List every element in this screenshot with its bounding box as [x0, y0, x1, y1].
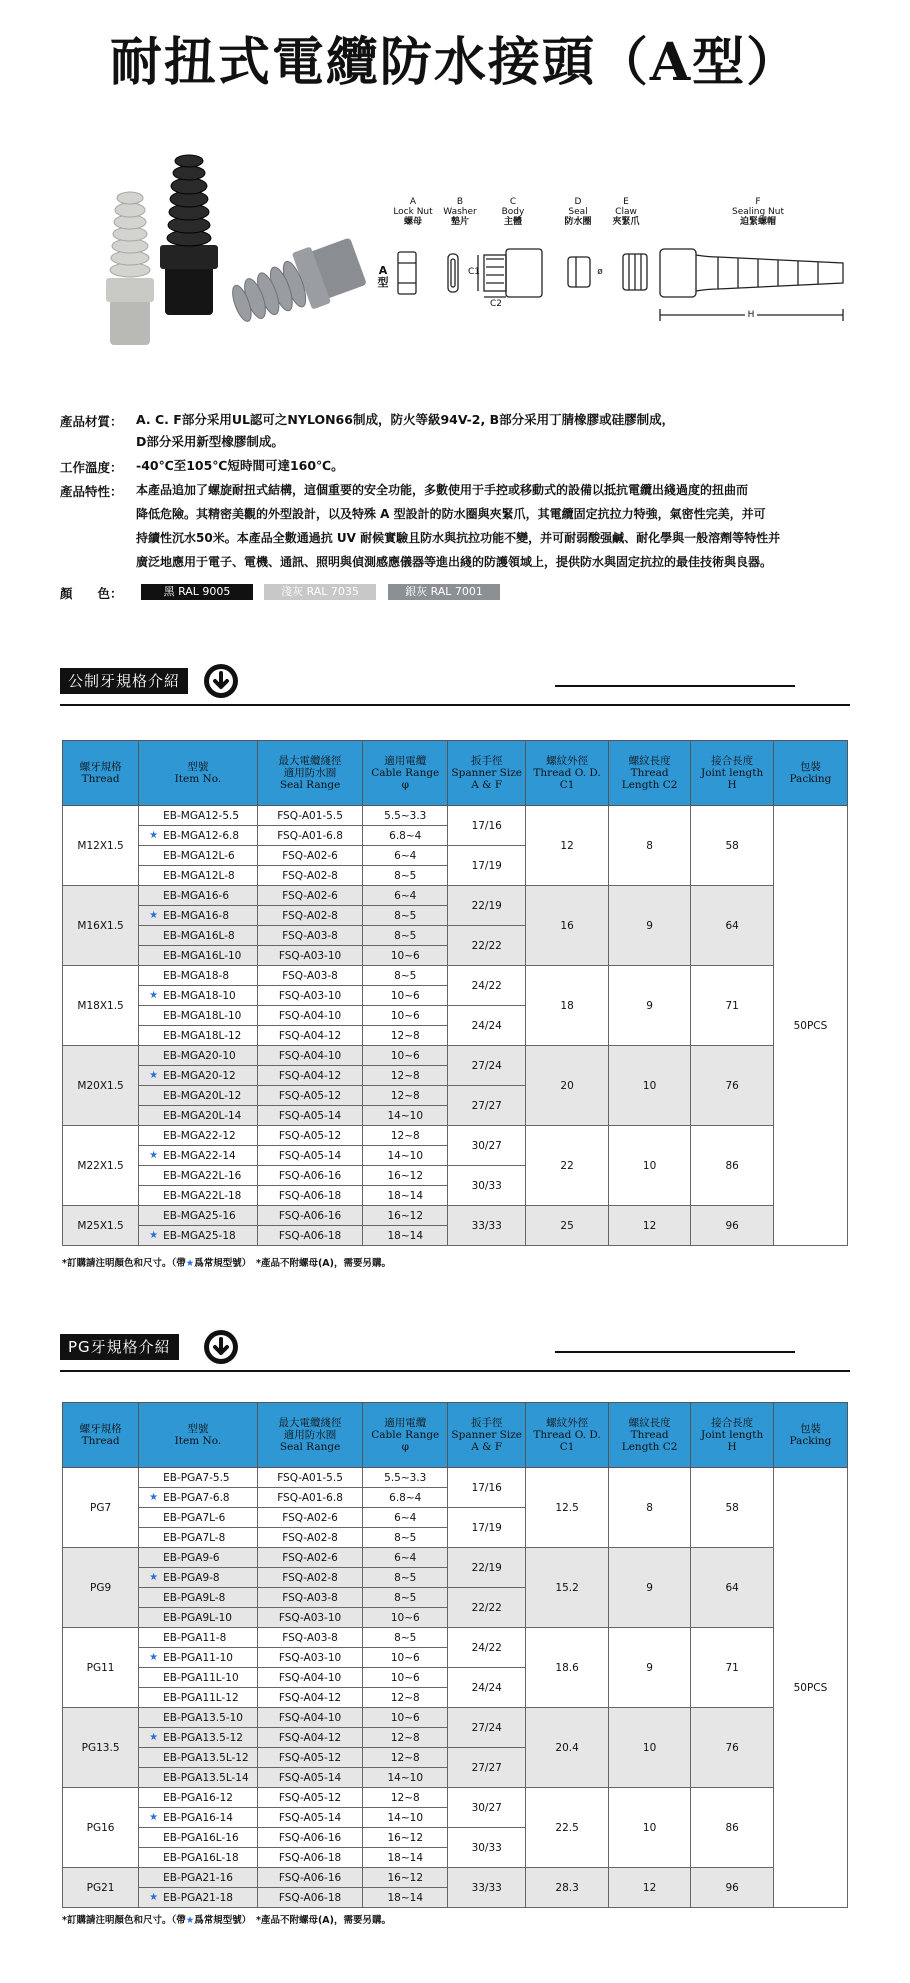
c1-cell: 22.5 — [526, 1788, 609, 1868]
spanner-cell: 30/33 — [448, 1828, 526, 1868]
h-cell: 86 — [691, 1126, 774, 1206]
star-icon: ★ — [149, 1731, 159, 1743]
cable-range-cell: 10~6 — [363, 1708, 448, 1728]
thread-cell: M18X1.5 — [63, 966, 139, 1046]
thread-cell: M16X1.5 — [63, 886, 139, 966]
item-no-cell: EB-MGA12L-8 — [139, 866, 257, 886]
table-row — [63, 1788, 848, 1808]
pg-section-title: PG牙規格介紹 — [60, 1334, 179, 1360]
item-no-cell: EB-PGA11L-10 — [139, 1668, 257, 1688]
table-row — [63, 1708, 848, 1728]
h-cell: 64 — [691, 1548, 774, 1628]
item-no-cell: EB-MGA22-12 — [139, 1126, 257, 1146]
feature-line-3: 持續性沉水50米。本產品全數通過抗 UV 耐候實驗且防水與抗拉功能不變，并可耐弱酸强鹹、耐化學與一般溶劑等特性并 — [136, 531, 781, 545]
cable-range-cell: 8~5 — [363, 926, 448, 946]
thread-cell: M25X1.5 — [63, 1206, 139, 1246]
item-no-cell: EB-PGA9L-10 — [139, 1608, 257, 1628]
c1-cell: 28.3 — [526, 1868, 609, 1908]
c2-cell: 12 — [608, 1868, 691, 1908]
spanner-cell: 30/33 — [448, 1166, 526, 1206]
column-header: 型號 Item No. — [139, 1403, 257, 1468]
column-header: 扳手徑 Spanner Size A & F — [448, 1403, 526, 1468]
seal-range-cell: FSQ-A03-8 — [257, 926, 363, 946]
spanner-cell: 17/16 — [448, 806, 526, 846]
spanner-cell: 33/33 — [448, 1868, 526, 1908]
silver-grey-gland-image — [225, 233, 369, 334]
c1-cell: 25 — [526, 1206, 609, 1246]
thread-cell: M12X1.5 — [63, 806, 139, 886]
down-arrow-icon — [204, 664, 238, 698]
feature-label: 產品特性： — [60, 484, 123, 499]
c1-cell: 15.2 — [526, 1548, 609, 1628]
cable-range-cell: 6~4 — [363, 1548, 448, 1568]
item-no-cell: EB-PGA7L-8 — [139, 1528, 257, 1548]
item-no-cell: ★ EB-PGA11-10 — [139, 1648, 257, 1668]
down-arrow-icon — [204, 1330, 238, 1364]
c2-cell: 10 — [608, 1788, 691, 1868]
seal-range-cell: FSQ-A03-10 — [257, 986, 363, 1006]
seal-range-cell: FSQ-A02-6 — [257, 846, 363, 866]
item-no-cell: ★ EB-MGA12-6.8 — [139, 826, 257, 846]
spanner-cell: 24/22 — [448, 966, 526, 1006]
star-icon: ★ — [149, 989, 159, 1001]
star-icon: ★ — [149, 829, 159, 841]
seal-range-cell: FSQ-A04-10 — [257, 1006, 363, 1026]
c2-cell: 8 — [608, 806, 691, 886]
phi-label: ø — [597, 267, 603, 277]
packing-cell: 50PCS — [773, 1468, 847, 1908]
seal-range-cell: FSQ-A01-5.5 — [257, 1468, 363, 1488]
item-no-cell: EB-MGA16L-8 — [139, 926, 257, 946]
h-cell: 96 — [691, 1868, 774, 1908]
seal-range-cell: FSQ-A05-12 — [257, 1086, 363, 1106]
c2-cell: 9 — [608, 1628, 691, 1708]
star-icon: ★ — [149, 1491, 159, 1503]
cable-range-cell: 12~8 — [363, 1688, 448, 1708]
item-no-cell: EB-PGA7-5.5 — [139, 1468, 257, 1488]
c1-cell: 18.6 — [526, 1628, 609, 1708]
cable-range-cell: 8~5 — [363, 1528, 448, 1548]
temp-value: -40℃至105℃短時間可達160℃。 — [136, 458, 344, 473]
h-cell: 58 — [691, 1468, 774, 1548]
spanner-cell: 17/19 — [448, 1508, 526, 1548]
spanner-cell: 27/24 — [448, 1046, 526, 1086]
cable-range-cell: 12~8 — [363, 1086, 448, 1106]
seal-range-cell: FSQ-A06-16 — [257, 1828, 363, 1848]
item-no-cell: EB-MGA12L-6 — [139, 846, 257, 866]
spanner-cell: 17/19 — [448, 846, 526, 886]
cable-range-cell: 8~5 — [363, 1628, 448, 1648]
seal-range-cell: FSQ-A01-6.8 — [257, 1488, 363, 1508]
temp-label: 工作溫度： — [60, 460, 123, 475]
cable-range-cell: 12~8 — [363, 1126, 448, 1146]
color-chip-light-grey: 淺灰 RAL 7035 — [264, 584, 376, 600]
c2-cell: 9 — [608, 886, 691, 966]
seal-range-cell: FSQ-A06-18 — [257, 1848, 363, 1868]
item-no-cell: ★ EB-PGA7-6.8 — [139, 1488, 257, 1508]
star-icon: ★ — [149, 1229, 159, 1241]
pg-spec-table — [62, 1402, 848, 1908]
seal-range-cell: FSQ-A02-8 — [257, 1528, 363, 1548]
cable-range-cell: 10~6 — [363, 1046, 448, 1066]
star-icon: ★ — [149, 909, 159, 921]
section-rule-short — [555, 685, 795, 687]
thread-cell: M22X1.5 — [63, 1126, 139, 1206]
cable-range-cell: 10~6 — [363, 1006, 448, 1026]
c2-cell: 10 — [608, 1708, 691, 1788]
item-no-cell: EB-MGA12-5.5 — [139, 806, 257, 826]
item-no-cell: EB-MGA16-6 — [139, 886, 257, 906]
cable-range-cell: 14~10 — [363, 1768, 448, 1788]
metric-note: *訂購請注明顏色和尺寸。（帶★爲常規型號） *產品不附螺母(A)，需要另購。 — [62, 1258, 392, 1269]
exploded-diagram — [377, 197, 868, 347]
thread-cell: PG7 — [63, 1468, 139, 1548]
seal-range-cell: FSQ-A06-16 — [257, 1166, 363, 1186]
spanner-cell: 22/22 — [448, 1588, 526, 1628]
column-header: 螺紋長度 Thread Length C2 — [608, 1403, 691, 1468]
spanner-cell: 24/24 — [448, 1668, 526, 1708]
spanner-cell: 22/19 — [448, 1548, 526, 1588]
cable-range-cell: 6.8~4 — [363, 826, 448, 846]
table-row — [63, 1868, 848, 1888]
c1-cell: 22 — [526, 1126, 609, 1206]
item-no-cell: EB-PGA16-12 — [139, 1788, 257, 1808]
c2-cell: 10 — [608, 1126, 691, 1206]
column-header: 適用電纜 Cable Range φ — [363, 1403, 448, 1468]
c2-cell: 9 — [608, 966, 691, 1046]
item-no-cell: EB-PGA9-6 — [139, 1548, 257, 1568]
c2-cell: 8 — [608, 1468, 691, 1548]
cable-range-cell: 8~5 — [363, 906, 448, 926]
c1-cell: 20 — [526, 1046, 609, 1126]
table-row — [63, 1468, 848, 1488]
item-no-cell: ★ EB-MGA20-12 — [139, 1066, 257, 1086]
seal-range-cell: FSQ-A04-12 — [257, 1066, 363, 1086]
seal-range-cell: FSQ-A01-6.8 — [257, 826, 363, 846]
seal-range-cell: FSQ-A06-16 — [257, 1206, 363, 1226]
c1-cell: 16 — [526, 886, 609, 966]
spanner-cell: 27/27 — [448, 1086, 526, 1126]
metric-spec-table — [62, 740, 848, 1246]
seal-range-cell: FSQ-A03-8 — [257, 966, 363, 986]
seal-range-cell: FSQ-A02-8 — [257, 1568, 363, 1588]
feature-line-1: 本產品追加了螺旋耐扭式結構，這個重要的安全功能，多數使用于手控或移動式的設備以抵抗電纜出綫過度的扭曲而 — [136, 483, 749, 497]
cable-range-cell: 16~12 — [363, 1206, 448, 1226]
section-rule-short — [555, 1351, 795, 1353]
item-no-cell: EB-PGA13.5L-12 — [139, 1748, 257, 1768]
cable-range-cell: 10~6 — [363, 986, 448, 1006]
column-header: 扳手徑 Spanner Size A & F — [448, 741, 526, 806]
item-no-cell: EB-PGA11L-12 — [139, 1688, 257, 1708]
spanner-cell: 27/24 — [448, 1708, 526, 1748]
cable-range-cell: 6~4 — [363, 846, 448, 866]
star-icon: ★ — [149, 1651, 159, 1663]
cable-range-cell: 18~14 — [363, 1888, 448, 1908]
seal-range-cell: FSQ-A05-12 — [257, 1126, 363, 1146]
cable-range-cell: 8~5 — [363, 1588, 448, 1608]
item-no-cell: ★ EB-MGA25-18 — [139, 1226, 257, 1246]
cable-range-cell: 10~6 — [363, 1608, 448, 1628]
part-label-b: B Washer 墊片 — [443, 197, 477, 227]
item-no-cell: ★ EB-PGA13.5-12 — [139, 1728, 257, 1748]
column-header: 包裝 Packing — [773, 741, 847, 806]
c2-cell: 12 — [608, 1206, 691, 1246]
seal-range-cell: FSQ-A06-18 — [257, 1186, 363, 1206]
cable-range-cell: 10~6 — [363, 946, 448, 966]
star-icon: ★ — [149, 1571, 159, 1583]
cable-range-cell: 18~14 — [363, 1226, 448, 1246]
seal-range-cell: FSQ-A03-10 — [257, 1608, 363, 1628]
item-no-cell: ★ EB-MGA18-10 — [139, 986, 257, 1006]
seal-range-cell: FSQ-A02-6 — [257, 1548, 363, 1568]
a-type-label: A型 — [377, 264, 389, 289]
material-line-1: A. C. F部分采用UL認可之NYLON66制成，防火等級94V-2, B部分采用丁腈橡膠或硅膠制成， — [136, 412, 675, 427]
seal-range-cell: FSQ-A04-10 — [257, 1668, 363, 1688]
seal-range-cell: FSQ-A03-10 — [257, 1648, 363, 1668]
feature-line-4: 廣泛地應用于電子、電機、通訊、照明與偵測感應儀器等進出綫的防護領域上，提供防水與固定抗拉的最佳技術與良器。 — [136, 555, 773, 569]
part-label-c: C Body 主體 — [501, 197, 525, 227]
thread-cell: PG16 — [63, 1788, 139, 1868]
cable-range-cell: 10~6 — [363, 1668, 448, 1688]
seal-range-cell: FSQ-A02-6 — [257, 886, 363, 906]
item-no-cell: EB-PGA13.5L-14 — [139, 1768, 257, 1788]
cable-range-cell: 16~12 — [363, 1868, 448, 1888]
page-title: 耐扭式電纜防水接頭（A型） — [109, 32, 801, 93]
part-label-e: E Claw 夾緊爪 — [612, 197, 640, 227]
star-icon: ★ — [149, 1149, 159, 1161]
column-header: 螺紋外徑 Thread O. D. C1 — [526, 741, 609, 806]
column-header: 螺紋外徑 Thread O. D. C1 — [526, 1403, 609, 1468]
item-no-cell: EB-PGA16L-16 — [139, 1828, 257, 1848]
seal-range-cell: FSQ-A05-14 — [257, 1146, 363, 1166]
item-no-cell: EB-PGA21-16 — [139, 1868, 257, 1888]
spanner-cell: 30/27 — [448, 1788, 526, 1828]
table-row — [63, 806, 848, 826]
black-gland-image — [160, 155, 218, 315]
item-no-cell: EB-MGA22L-16 — [139, 1166, 257, 1186]
seal-range-cell: FSQ-A04-12 — [257, 1026, 363, 1046]
item-no-cell: ★ EB-PGA16-14 — [139, 1808, 257, 1828]
star-icon: ★ — [149, 1069, 159, 1081]
spanner-cell: 33/33 — [448, 1206, 526, 1246]
item-no-cell: EB-PGA7L-6 — [139, 1508, 257, 1528]
c2-label: C2 — [489, 299, 502, 309]
cable-range-cell: 6.8~4 — [363, 1488, 448, 1508]
item-no-cell: EB-MGA20-10 — [139, 1046, 257, 1066]
spanner-cell: 22/22 — [448, 926, 526, 966]
table-header-row — [63, 1403, 848, 1468]
thread-cell: PG11 — [63, 1628, 139, 1708]
section-rule — [60, 1370, 850, 1372]
spanner-cell: 24/22 — [448, 1628, 526, 1668]
star-icon: ★ — [149, 1811, 159, 1823]
seal-range-cell: FSQ-A05-12 — [257, 1788, 363, 1808]
item-no-cell: EB-MGA18L-12 — [139, 1026, 257, 1046]
seal-range-cell: FSQ-A03-10 — [257, 946, 363, 966]
section-rule — [60, 704, 850, 706]
table-header-row — [63, 741, 848, 806]
h-cell: 86 — [691, 1788, 774, 1868]
cable-range-cell: 18~14 — [363, 1186, 448, 1206]
column-header: 接合長度 Joint length H — [691, 1403, 774, 1468]
part-label-d: D Seal 防水圈 — [564, 197, 592, 227]
spanner-cell: 22/19 — [448, 886, 526, 926]
column-header: 型號 Item No. — [139, 741, 257, 806]
cable-range-cell: 12~8 — [363, 1026, 448, 1046]
item-no-cell: EB-PGA16L-18 — [139, 1848, 257, 1868]
table-row — [63, 1126, 848, 1146]
seal-range-cell: FSQ-A06-18 — [257, 1226, 363, 1246]
table-row — [63, 1046, 848, 1066]
color-chip-silver-grey: 銀灰 RAL 7001 — [388, 584, 500, 600]
column-header: 螺牙規格 Thread — [63, 1403, 139, 1468]
spanner-cell: 30/27 — [448, 1126, 526, 1166]
item-no-cell: ★ EB-MGA22-14 — [139, 1146, 257, 1166]
cable-range-cell: 12~8 — [363, 1728, 448, 1748]
h-label: H — [745, 310, 757, 320]
material-line-2: D部分采用新型橡膠制成。 — [136, 434, 284, 449]
cable-range-cell: 12~8 — [363, 1748, 448, 1768]
c2-cell: 10 — [608, 1046, 691, 1126]
seal-range-cell: FSQ-A05-12 — [257, 1748, 363, 1768]
cable-range-cell: 6~4 — [363, 1508, 448, 1528]
item-no-cell: ★ EB-PGA9-8 — [139, 1568, 257, 1588]
seal-range-cell: FSQ-A02-8 — [257, 906, 363, 926]
spanner-cell: 17/16 — [448, 1468, 526, 1508]
part-label-f: F Sealing Nut 迫緊螺帽 — [731, 197, 784, 227]
cable-range-cell: 14~10 — [363, 1106, 448, 1126]
thread-cell: PG9 — [63, 1548, 139, 1628]
seal-range-cell: FSQ-A02-8 — [257, 866, 363, 886]
column-header: 適用電纜 Cable Range φ — [363, 741, 448, 806]
h-cell: 96 — [691, 1206, 774, 1246]
item-no-cell: EB-MGA22L-18 — [139, 1186, 257, 1206]
item-no-cell: EB-MGA25-16 — [139, 1206, 257, 1226]
column-header: 螺紋長度 Thread Length C2 — [608, 741, 691, 806]
spanner-cell: 24/24 — [448, 1006, 526, 1046]
h-cell: 76 — [691, 1046, 774, 1126]
cable-range-cell: 5.5~3.3 — [363, 1468, 448, 1488]
table-row — [63, 1548, 848, 1568]
column-header: 包裝 Packing — [773, 1403, 847, 1468]
thread-cell: PG13.5 — [63, 1708, 139, 1788]
seal-range-cell: FSQ-A04-12 — [257, 1688, 363, 1708]
h-cell: 76 — [691, 1708, 774, 1788]
material-label: 產品材質： — [60, 414, 123, 429]
cable-range-cell: 10~6 — [363, 1648, 448, 1668]
seal-range-cell: FSQ-A02-6 — [257, 1508, 363, 1528]
cable-range-cell: 16~12 — [363, 1828, 448, 1848]
seal-range-cell: FSQ-A06-16 — [257, 1868, 363, 1888]
c2-cell: 9 — [608, 1548, 691, 1628]
c1-cell: 18 — [526, 966, 609, 1046]
item-no-cell: EB-PGA9L-8 — [139, 1588, 257, 1608]
cable-range-cell: 16~12 — [363, 1166, 448, 1186]
cable-range-cell: 12~8 — [363, 1066, 448, 1086]
column-header: 最大電纜綫徑 適用防水圈 Seal Range — [257, 741, 363, 806]
cable-range-cell: 12~8 — [363, 1788, 448, 1808]
packing-cell: 50PCS — [773, 806, 847, 1246]
h-cell: 58 — [691, 806, 774, 886]
light-grey-gland-image — [106, 192, 154, 345]
seal-range-cell: FSQ-A04-12 — [257, 1728, 363, 1748]
seal-range-cell: FSQ-A05-14 — [257, 1808, 363, 1828]
column-header: 接合長度 Joint length H — [691, 741, 774, 806]
seal-range-cell: FSQ-A01-5.5 — [257, 806, 363, 826]
item-no-cell: EB-PGA13.5-10 — [139, 1708, 257, 1728]
seal-range-cell: FSQ-A06-18 — [257, 1888, 363, 1908]
c1-cell: 20.4 — [526, 1708, 609, 1788]
seal-range-cell: FSQ-A05-14 — [257, 1106, 363, 1126]
color-chip-black: 黑 RAL 9005 — [141, 584, 253, 600]
star-icon: ★ — [185, 1258, 195, 1269]
cable-range-cell: 14~10 — [363, 1146, 448, 1166]
column-header: 最大電纜綫徑 適用防水圈 Seal Range — [257, 1403, 363, 1468]
h-cell: 64 — [691, 886, 774, 966]
cable-range-cell: 18~14 — [363, 1848, 448, 1868]
item-no-cell: EB-MGA18L-10 — [139, 1006, 257, 1026]
star-icon: ★ — [185, 1915, 195, 1926]
pg-note: *訂購請注明顏色和尺寸。（帶★爲常規型號） *產品不附螺母(A)，需要另購。 — [62, 1915, 392, 1926]
table-row — [63, 886, 848, 906]
cable-range-cell: 6~4 — [363, 886, 448, 906]
thread-cell: PG21 — [63, 1868, 139, 1908]
metric-section-title: 公制牙規格介紹 — [60, 668, 188, 694]
feature-line-2: 降低危險。其精密美觀的外型設計，以及特殊 A 型設計的防水圈與夾緊爪，其電纜固定抗拉力特強，氣密性完美，并可 — [136, 507, 766, 521]
part-label-a: A Lock Nut 螺母 — [393, 197, 433, 227]
column-header: 螺牙規格 Thread — [63, 741, 139, 806]
cable-range-cell: 5.5~3.3 — [363, 806, 448, 826]
h-cell: 71 — [691, 1628, 774, 1708]
color-label: 顏 色： — [60, 586, 123, 601]
item-no-cell: ★ EB-PGA21-18 — [139, 1888, 257, 1908]
cable-range-cell: 14~10 — [363, 1808, 448, 1828]
c1-cell: 12.5 — [526, 1468, 609, 1548]
item-no-cell: ★ EB-MGA16-8 — [139, 906, 257, 926]
item-no-cell: EB-PGA11-8 — [139, 1628, 257, 1648]
c1-cell: 12 — [526, 806, 609, 886]
product-photo — [100, 150, 370, 360]
item-no-cell: EB-MGA20L-14 — [139, 1106, 257, 1126]
seal-range-cell: FSQ-A03-8 — [257, 1628, 363, 1648]
seal-range-cell: FSQ-A04-10 — [257, 1046, 363, 1066]
c1-label: C1 — [468, 267, 481, 277]
item-no-cell: EB-MGA20L-12 — [139, 1086, 257, 1106]
spanner-cell: 27/27 — [448, 1748, 526, 1788]
item-no-cell: EB-MGA18-8 — [139, 966, 257, 986]
item-no-cell: EB-MGA16L-10 — [139, 946, 257, 966]
table-row — [63, 1206, 848, 1226]
cable-range-cell: 8~5 — [363, 866, 448, 886]
seal-range-cell: FSQ-A04-10 — [257, 1708, 363, 1728]
seal-range-cell: FSQ-A05-14 — [257, 1768, 363, 1788]
star-icon: ★ — [149, 1891, 159, 1903]
table-row — [63, 966, 848, 986]
h-cell: 71 — [691, 966, 774, 1046]
table-row — [63, 1628, 848, 1648]
cable-range-cell: 8~5 — [363, 966, 448, 986]
cable-range-cell: 8~5 — [363, 1568, 448, 1588]
thread-cell: M20X1.5 — [63, 1046, 139, 1126]
parts-drawing — [388, 197, 868, 347]
seal-range-cell: FSQ-A03-8 — [257, 1588, 363, 1608]
